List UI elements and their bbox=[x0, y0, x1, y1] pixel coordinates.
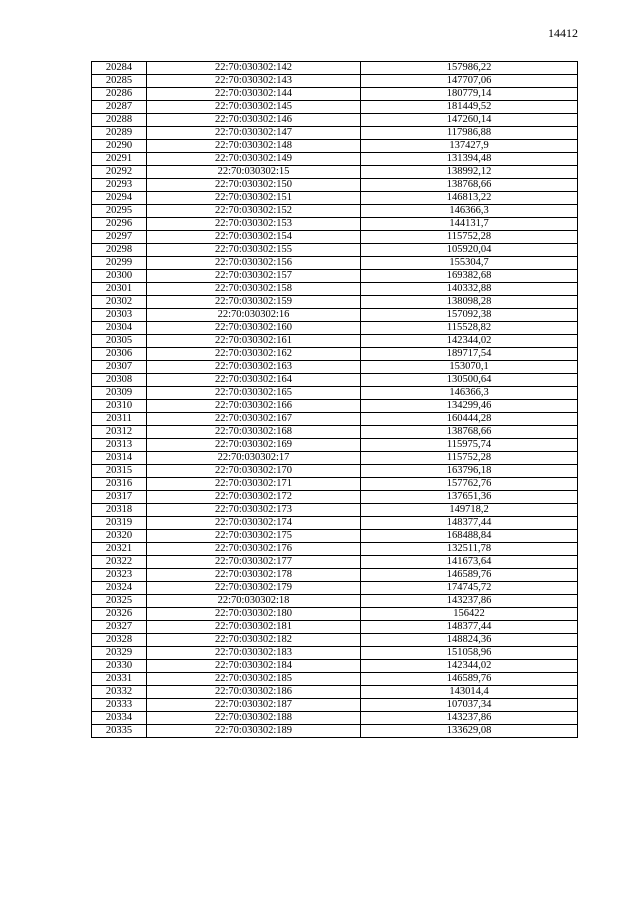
cadastral-number-cell: 22:70:030302:169 bbox=[147, 439, 361, 452]
cadastral-number-cell: 22:70:030302:173 bbox=[147, 504, 361, 517]
cadastral-value-cell: 117986,88 bbox=[361, 127, 578, 140]
table-row bbox=[92, 335, 578, 348]
table-row bbox=[92, 88, 578, 101]
row-number-cell: 20315 bbox=[92, 465, 147, 478]
table-row bbox=[92, 166, 578, 179]
cadastral-value-cell: 163796,18 bbox=[361, 465, 578, 478]
cadastral-value-cell: 137427,9 bbox=[361, 140, 578, 153]
cadastral-number-cell: 22:70:030302:180 bbox=[147, 608, 361, 621]
cadastral-number-cell: 22:70:030302:143 bbox=[147, 75, 361, 88]
cadastral-number-cell: 22:70:030302:178 bbox=[147, 569, 361, 582]
cadastral-number-cell: 22:70:030302:142 bbox=[147, 62, 361, 75]
table-row bbox=[92, 62, 578, 75]
cadastral-number-cell: 22:70:030302:187 bbox=[147, 699, 361, 712]
row-number-cell: 20299 bbox=[92, 257, 147, 270]
row-number-cell: 20332 bbox=[92, 686, 147, 699]
table-row bbox=[92, 478, 578, 491]
cadastral-value-cell: 149718,2 bbox=[361, 504, 578, 517]
table-row bbox=[92, 75, 578, 88]
row-number-cell: 20286 bbox=[92, 88, 147, 101]
row-number-cell: 20293 bbox=[92, 179, 147, 192]
row-number-cell: 20290 bbox=[92, 140, 147, 153]
row-number-cell: 20333 bbox=[92, 699, 147, 712]
cadastral-value-cell: 180779,14 bbox=[361, 88, 578, 101]
cadastral-number-cell: 22:70:030302:145 bbox=[147, 101, 361, 114]
cadastral-number-cell: 22:70:030302:152 bbox=[147, 205, 361, 218]
cadastral-value-cell: 142344,02 bbox=[361, 660, 578, 673]
row-number-cell: 20304 bbox=[92, 322, 147, 335]
table-row bbox=[92, 413, 578, 426]
table-row bbox=[92, 465, 578, 478]
table-row bbox=[92, 127, 578, 140]
cadastral-value-cell: 138098,28 bbox=[361, 296, 578, 309]
table-row bbox=[92, 712, 578, 725]
cadastral-number-cell: 22:70:030302:166 bbox=[147, 400, 361, 413]
row-number-cell: 20327 bbox=[92, 621, 147, 634]
cadastral-number-cell: 22:70:030302:18 bbox=[147, 595, 361, 608]
table-row bbox=[92, 543, 578, 556]
cadastral-number-cell: 22:70:030302:181 bbox=[147, 621, 361, 634]
row-number-cell: 20329 bbox=[92, 647, 147, 660]
table-row bbox=[92, 452, 578, 465]
cadastral-number-cell: 22:70:030302:159 bbox=[147, 296, 361, 309]
row-number-cell: 20320 bbox=[92, 530, 147, 543]
cadastral-value-cell: 157986,22 bbox=[361, 62, 578, 75]
cadastral-number-cell: 22:70:030302:15 bbox=[147, 166, 361, 179]
cadastral-number-cell: 22:70:030302:149 bbox=[147, 153, 361, 166]
table-row bbox=[92, 244, 578, 257]
cadastral-value-cell: 146589,76 bbox=[361, 673, 578, 686]
cadastral-number-cell: 22:70:030302:179 bbox=[147, 582, 361, 595]
cadastral-value-cell: 157762,76 bbox=[361, 478, 578, 491]
cadastral-value-cell: 148377,44 bbox=[361, 621, 578, 634]
row-number-cell: 20295 bbox=[92, 205, 147, 218]
row-number-cell: 20303 bbox=[92, 309, 147, 322]
row-number-cell: 20298 bbox=[92, 244, 147, 257]
table-row bbox=[92, 179, 578, 192]
cadastral-value-cell: 115528,82 bbox=[361, 322, 578, 335]
cadastral-number-cell: 22:70:030302:172 bbox=[147, 491, 361, 504]
cadastral-value-cell: 115752,28 bbox=[361, 231, 578, 244]
table-row bbox=[92, 257, 578, 270]
table-row bbox=[92, 595, 578, 608]
row-number-cell: 20331 bbox=[92, 673, 147, 686]
cadastral-number-cell: 22:70:030302:189 bbox=[147, 725, 361, 738]
table-row bbox=[92, 517, 578, 530]
cadastral-number-cell: 22:70:030302:155 bbox=[147, 244, 361, 257]
cadastral-number-cell: 22:70:030302:154 bbox=[147, 231, 361, 244]
row-number-cell: 20288 bbox=[92, 114, 147, 127]
row-number-cell: 20335 bbox=[92, 725, 147, 738]
table-row bbox=[92, 582, 578, 595]
cadastral-value-cell: 105920,04 bbox=[361, 244, 578, 257]
table-row bbox=[92, 205, 578, 218]
table-row bbox=[92, 686, 578, 699]
row-number-cell: 20328 bbox=[92, 634, 147, 647]
cadastral-value-cell: 155304,7 bbox=[361, 257, 578, 270]
table-row bbox=[92, 725, 578, 738]
table-row bbox=[92, 504, 578, 517]
cadastral-number-cell: 22:70:030302:184 bbox=[147, 660, 361, 673]
table-row bbox=[92, 192, 578, 205]
cadastral-value-cell: 147260,14 bbox=[361, 114, 578, 127]
cadastral-number-cell: 22:70:030302:167 bbox=[147, 413, 361, 426]
cadastral-value-cell: 153070,1 bbox=[361, 361, 578, 374]
table-row bbox=[92, 660, 578, 673]
table-row bbox=[92, 608, 578, 621]
table-row bbox=[92, 322, 578, 335]
row-number-cell: 20317 bbox=[92, 491, 147, 504]
row-number-cell: 20297 bbox=[92, 231, 147, 244]
cadastral-value-cell: 148824,36 bbox=[361, 634, 578, 647]
cadastral-number-cell: 22:70:030302:182 bbox=[147, 634, 361, 647]
cadastral-number-cell: 22:70:030302:150 bbox=[147, 179, 361, 192]
cadastral-value-cell: 133629,08 bbox=[361, 725, 578, 738]
cadastral-value-cell: 142344,02 bbox=[361, 335, 578, 348]
cadastral-number-cell: 22:70:030302:148 bbox=[147, 140, 361, 153]
row-number-cell: 20296 bbox=[92, 218, 147, 231]
table-row bbox=[92, 296, 578, 309]
row-number-cell: 20300 bbox=[92, 270, 147, 283]
cadastral-number-cell: 22:70:030302:168 bbox=[147, 426, 361, 439]
cadastral-number-cell: 22:70:030302:186 bbox=[147, 686, 361, 699]
row-number-cell: 20291 bbox=[92, 153, 147, 166]
cadastral-value-cell: 147707,06 bbox=[361, 75, 578, 88]
cadastral-value-cell: 169382,68 bbox=[361, 270, 578, 283]
table-row bbox=[92, 114, 578, 127]
cadastral-value-cell: 189717,54 bbox=[361, 348, 578, 361]
cadastral-value-cell: 146366,3 bbox=[361, 205, 578, 218]
cadastral-number-cell: 22:70:030302:185 bbox=[147, 673, 361, 686]
cadastral-value-cell: 115975,74 bbox=[361, 439, 578, 452]
cadastral-value-cell: 146589,76 bbox=[361, 569, 578, 582]
row-number-cell: 20321 bbox=[92, 543, 147, 556]
row-number-cell: 20312 bbox=[92, 426, 147, 439]
table-row bbox=[92, 621, 578, 634]
table-row bbox=[92, 348, 578, 361]
cadastral-value-cell: 134299,46 bbox=[361, 400, 578, 413]
cadastral-value-cell: 143237,86 bbox=[361, 595, 578, 608]
cadastral-number-cell: 22:70:030302:175 bbox=[147, 530, 361, 543]
row-number-cell: 20330 bbox=[92, 660, 147, 673]
row-number-cell: 20313 bbox=[92, 439, 147, 452]
table-row bbox=[92, 270, 578, 283]
cadastral-number-cell: 22:70:030302:161 bbox=[147, 335, 361, 348]
table-row bbox=[92, 673, 578, 686]
table-row bbox=[92, 140, 578, 153]
table-row bbox=[92, 530, 578, 543]
cadastral-number-cell: 22:70:030302:17 bbox=[147, 452, 361, 465]
cadastral-number-cell: 22:70:030302:151 bbox=[147, 192, 361, 205]
cadastral-value-cell: 115752,28 bbox=[361, 452, 578, 465]
cadastral-value-cell: 143014,4 bbox=[361, 686, 578, 699]
row-number-cell: 20325 bbox=[92, 595, 147, 608]
cadastral-number-cell: 22:70:030302:188 bbox=[147, 712, 361, 725]
row-number-cell: 20284 bbox=[92, 62, 147, 75]
cadastral-number-cell: 22:70:030302:183 bbox=[147, 647, 361, 660]
page-number: 14412 bbox=[548, 26, 578, 40]
cadastral-number-cell: 22:70:030302:165 bbox=[147, 387, 361, 400]
cadastral-number-cell: 22:70:030302:160 bbox=[147, 322, 361, 335]
table-row bbox=[92, 439, 578, 452]
cadastral-value-cell: 148377,44 bbox=[361, 517, 578, 530]
cadastral-value-cell: 174745,72 bbox=[361, 582, 578, 595]
cadastral-value-cell: 107037,34 bbox=[361, 699, 578, 712]
row-number-cell: 20309 bbox=[92, 387, 147, 400]
cadastral-number-cell: 22:70:030302:171 bbox=[147, 478, 361, 491]
table-row bbox=[92, 569, 578, 582]
row-number-cell: 20323 bbox=[92, 569, 147, 582]
row-number-cell: 20326 bbox=[92, 608, 147, 621]
cadastral-value-cell: 156422 bbox=[361, 608, 578, 621]
row-number-cell: 20316 bbox=[92, 478, 147, 491]
cadastral-value-cell: 138992,12 bbox=[361, 166, 578, 179]
cadastral-number-cell: 22:70:030302:174 bbox=[147, 517, 361, 530]
cadastral-value-cell: 131394,48 bbox=[361, 153, 578, 166]
cadastral-value-cell: 143237,86 bbox=[361, 712, 578, 725]
cadastral-value-cell: 146366,3 bbox=[361, 387, 578, 400]
cadastral-value-cell: 138768,66 bbox=[361, 426, 578, 439]
cadastral-value-cell: 138768,66 bbox=[361, 179, 578, 192]
cadastral-number-cell: 22:70:030302:164 bbox=[147, 374, 361, 387]
row-number-cell: 20334 bbox=[92, 712, 147, 725]
row-number-cell: 20287 bbox=[92, 101, 147, 114]
cadastral-number-cell: 22:70:030302:144 bbox=[147, 88, 361, 101]
cadastral-number-cell: 22:70:030302:158 bbox=[147, 283, 361, 296]
table-row bbox=[92, 387, 578, 400]
row-number-cell: 20319 bbox=[92, 517, 147, 530]
cadastral-number-cell: 22:70:030302:163 bbox=[147, 361, 361, 374]
row-number-cell: 20324 bbox=[92, 582, 147, 595]
row-number-cell: 20305 bbox=[92, 335, 147, 348]
cadastral-number-cell: 22:70:030302:16 bbox=[147, 309, 361, 322]
cadastral-number-cell: 22:70:030302:157 bbox=[147, 270, 361, 283]
cadastral-number-cell: 22:70:030302:146 bbox=[147, 114, 361, 127]
table-row bbox=[92, 556, 578, 569]
cadastral-value-cell: 181449,52 bbox=[361, 101, 578, 114]
cadastral-value-cell: 146813,22 bbox=[361, 192, 578, 205]
row-number-cell: 20311 bbox=[92, 413, 147, 426]
table-row bbox=[92, 400, 578, 413]
table-row bbox=[92, 309, 578, 322]
row-number-cell: 20285 bbox=[92, 75, 147, 88]
row-number-cell: 20294 bbox=[92, 192, 147, 205]
cadastral-value-cell: 151058,96 bbox=[361, 647, 578, 660]
table-row bbox=[92, 374, 578, 387]
table-row bbox=[92, 101, 578, 114]
row-number-cell: 20289 bbox=[92, 127, 147, 140]
table-row bbox=[92, 699, 578, 712]
cadastral-value-cell: 141673,64 bbox=[361, 556, 578, 569]
row-number-cell: 20307 bbox=[92, 361, 147, 374]
table-row bbox=[92, 231, 578, 244]
table-row bbox=[92, 218, 578, 231]
cadastral-number-cell: 22:70:030302:170 bbox=[147, 465, 361, 478]
row-number-cell: 20314 bbox=[92, 452, 147, 465]
table-row bbox=[92, 634, 578, 647]
table-row bbox=[92, 361, 578, 374]
cadastral-value-cell: 144131,7 bbox=[361, 218, 578, 231]
table-row bbox=[92, 153, 578, 166]
cadastral-number-cell: 22:70:030302:153 bbox=[147, 218, 361, 231]
row-number-cell: 20302 bbox=[92, 296, 147, 309]
table-body bbox=[92, 62, 578, 738]
cadastral-value-cell: 140332,88 bbox=[361, 283, 578, 296]
row-number-cell: 20301 bbox=[92, 283, 147, 296]
row-number-cell: 20292 bbox=[92, 166, 147, 179]
cadastral-number-cell: 22:70:030302:176 bbox=[147, 543, 361, 556]
table-row bbox=[92, 647, 578, 660]
cadastral-value-cell: 132511,78 bbox=[361, 543, 578, 556]
cadastral-number-cell: 22:70:030302:147 bbox=[147, 127, 361, 140]
row-number-cell: 20318 bbox=[92, 504, 147, 517]
row-number-cell: 20308 bbox=[92, 374, 147, 387]
cadastral-value-cell: 130500,64 bbox=[361, 374, 578, 387]
cadastral-value-cell: 137651,36 bbox=[361, 491, 578, 504]
table-row bbox=[92, 426, 578, 439]
row-number-cell: 20306 bbox=[92, 348, 147, 361]
table-row bbox=[92, 491, 578, 504]
cadastral-number-cell: 22:70:030302:162 bbox=[147, 348, 361, 361]
cadastral-value-table bbox=[91, 61, 578, 738]
row-number-cell: 20310 bbox=[92, 400, 147, 413]
cadastral-number-cell: 22:70:030302:156 bbox=[147, 257, 361, 270]
table-row bbox=[92, 283, 578, 296]
cadastral-value-cell: 157092,38 bbox=[361, 309, 578, 322]
cadastral-value-cell: 160444,28 bbox=[361, 413, 578, 426]
cadastral-number-cell: 22:70:030302:177 bbox=[147, 556, 361, 569]
cadastral-value-cell: 168488,84 bbox=[361, 530, 578, 543]
row-number-cell: 20322 bbox=[92, 556, 147, 569]
